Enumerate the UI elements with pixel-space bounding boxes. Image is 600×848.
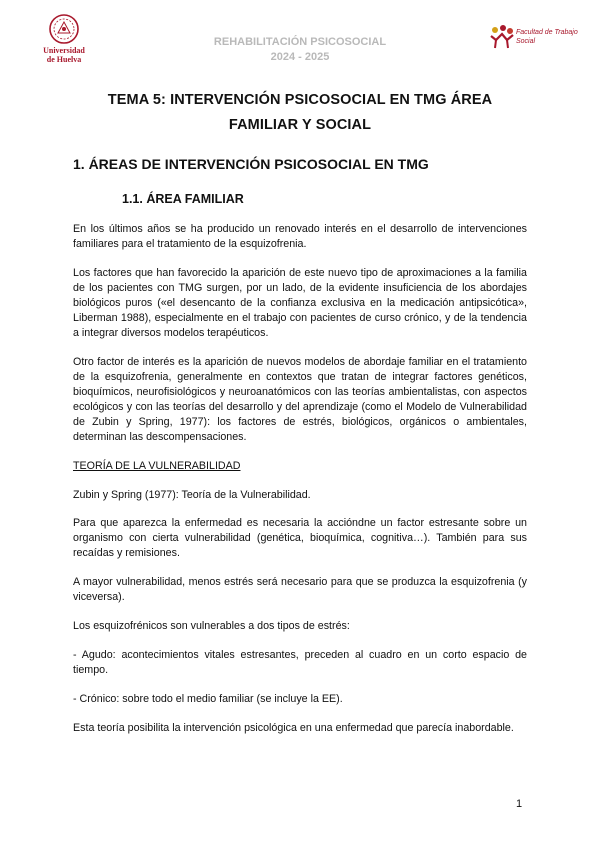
paragraph-models: Otro factor de interés es la aparición de nuevos modelos de abordaje familiar en el tratamiento de la esquizofrenia, generalmente en contextos que tratan de integrar factores genéticos, bioquímicos, neurofisiológicos y neuroanatómicos con las teorías ambientalistas, con aspectos ecológicos y con las teorías del desarrollo y del aprendizaje (como el Modelo de Vulnerabilidad de Zubin y Spring, 1977): los factores de estrés, biológicos, orgánicos o ambientales, determinan las descompensaciones. (73, 356, 527, 443)
subsection-heading: 1.1. ÁREA FAMILIAR (122, 192, 244, 206)
academic-year: 2024 - 2025 (270, 51, 330, 63)
list-item-chronic-stress: - Crónico: sobre todo el medio familiar (se incluye la EE). (73, 693, 343, 705)
faculty-logo (488, 24, 578, 52)
faculty-logo-text: Facultad de Trabajo Social (516, 29, 578, 45)
course-title: REHABILITACIÓN PSICOSOCIAL (213, 36, 387, 48)
theory-paragraph-vulnerability: A mayor vulnerabilidad, menos estrés será necesario para que se produzca la esquizofrenia (y viceversa). (73, 576, 527, 603)
list-item-acute-stress: - Agudo: acontecimientos vitales estresantes, preceden al cuadro en un corto espacio de tiempo. (73, 649, 527, 676)
theory-paragraph-conclusion: Esta teoría posibilita la intervención psicológica en una enfermedad que parecía inabordable. (73, 722, 514, 734)
theory-paragraph-stress-types: Los esquizofrénicos son vulnerables a dos tipos de estrés: (73, 620, 350, 632)
university-logo-text: Universidad de Huelva (43, 46, 85, 64)
paragraph-intro: En los últimos años se ha producido un renovado interés en el desarrollo de intervenciones familiares para el tratamiento de la esquizofrenia. (73, 223, 527, 250)
section-heading: 1. ÁREAS DE INTERVENCIÓN PSICOSOCIAL EN TMG (73, 156, 429, 172)
theory-citation: Zubin y Spring (1977): Teoría de la Vulnerabilidad. (73, 489, 311, 501)
page-number: 1 (516, 798, 523, 810)
theory-heading: TEORÍA DE LA VULNERABILIDAD (73, 460, 241, 472)
faculty-figures-icon (488, 24, 516, 50)
document-title: TEMA 5: INTERVENCIÓN PSICOSOCIAL EN TMG ÁREA FAMILIAR Y SOCIAL (107, 92, 493, 133)
paragraph-factors: Los factores que han favorecido la aparición de este nuevo tipo de aproximaciones a la familia de los pacientes con TMG surgen, por un lado, de la evidente insuficiencia de los abordajes biológicos puros («el desencanto de la confianza exclusiva en la medicación antipsicótica», Liberman 1988), especialmente en el trabajo con pacientes de curso crónico, y de la tendencia a integrar diversos modelos terapéuticos. (73, 267, 527, 339)
theory-paragraph-onset: Para que aparezca la enfermedad es necesaria la accióndne un factor estresante sobre un organismo con cierta vulnerabilidad (genética, bioquímica, cognitiva…). También para sus recaídas y remisiones. (73, 517, 527, 559)
